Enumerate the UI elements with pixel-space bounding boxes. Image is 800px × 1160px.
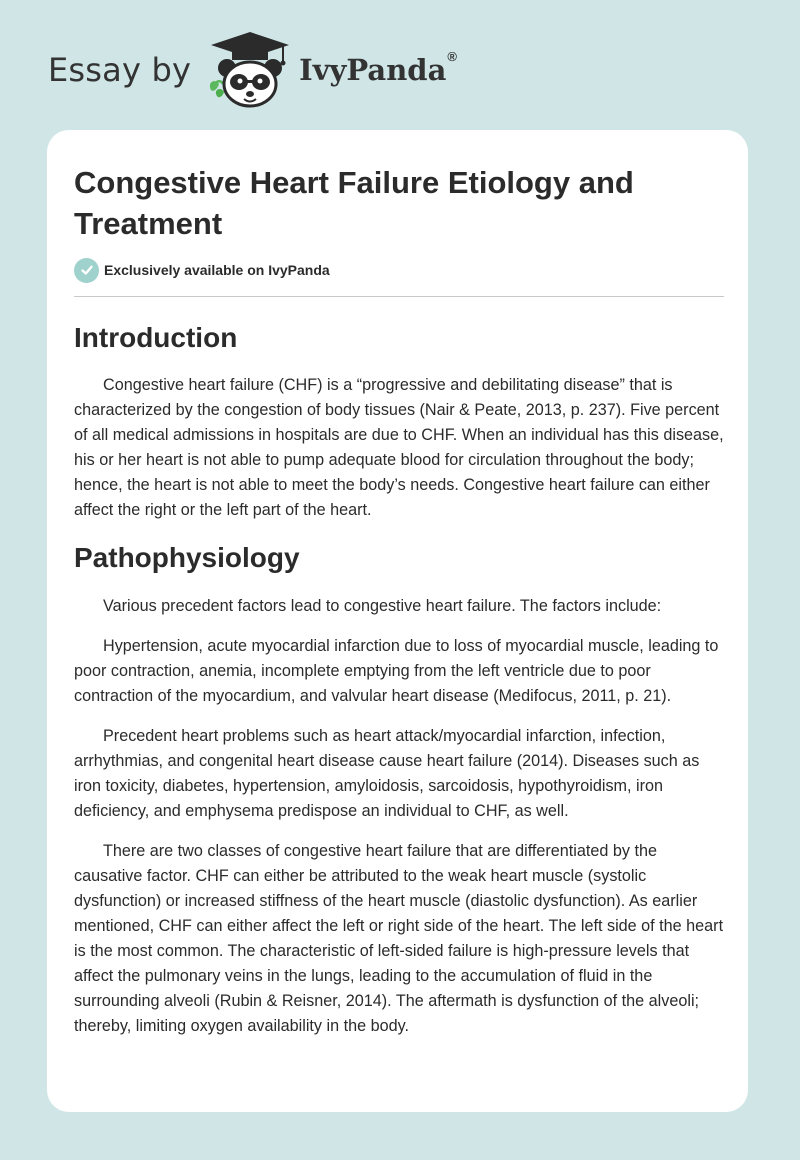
essay-by-label: Essay by bbox=[48, 51, 192, 89]
paragraph: Hypertension, acute myocardial infarction due to loss of myocardial muscle, leading to poor contraction, anemia, incomplete emptying from the left ventricle due to poor contraction of the myocardium, and valvular heart disease (Medifocus, 2011, p. 21). bbox=[74, 637, 719, 705]
section-heading-pathophysiology: Pathophysiology bbox=[74, 542, 300, 573]
brand-name bbox=[299, 49, 457, 87]
panda-graduate-logo-icon[interactable] bbox=[205, 30, 295, 110]
check-circle-icon bbox=[74, 258, 99, 283]
paragraph: Precedent heart problems such as heart attack/myocardial infarction, infection, arrhythmias, and congenital heart disease cause heart failure (2014). Diseases such as iron toxicity, diabetes, hypertension, amyloidosis, sarcoidosis, hypothyroidism, iron deficiency, and emphysema predispose an individual to CHF, as well. bbox=[74, 727, 700, 820]
essay-title: Congestive Heart Failure Etiology and Treatment bbox=[74, 165, 634, 241]
site-header bbox=[48, 30, 457, 110]
essay-card bbox=[47, 130, 748, 1112]
section-heading-introduction: Introduction bbox=[74, 322, 238, 353]
paragraph: There are two classes of congestive heart failure that are differentiated by the causative factor. CHF can either be attributed to the weak heart muscle (systolic dysfunction) or increased stiffness of the heart muscle (diastolic dysfunction). As earlier mentioned, CHF can either affect the left or right side of the heart. The left side of the heart is the most common. The characteristic of left-sided failure is high-pressure levels that affect the pulmonary veins in the lungs, leading to the accumulation of fluid in the surrounding alveoli (Rubin & Reisner, 2014). The aftermath is dysfunction of the alveoli; thereby, limiting oxygen availability in the body. bbox=[74, 842, 724, 1035]
divider bbox=[74, 296, 724, 297]
paragraph: Congestive heart failure (CHF) is a “progressive and debilitating disease” that is characterized by the congestion of body tissues (Nair & Peate, 2013, p. 237). Five percent of all medical admissions in hospitals are due to CHF. When an individual has this disease, his or her heart is not able to pump adequate blood for circulation throughout the body; hence, the heart is not able to meet the body’s needs. Congestive heart failure can either affect the right or the left part of the heart. bbox=[74, 376, 724, 519]
paragraph: Various precedent factors lead to congestive heart failure. The factors include: bbox=[103, 597, 662, 615]
brand-text: IvyPanda bbox=[299, 53, 447, 87]
registered-mark: ® bbox=[447, 49, 457, 64]
essay-content bbox=[74, 162, 724, 1039]
exclusive-badge bbox=[74, 256, 724, 284]
exclusive-label: Exclusively available on IvyPanda bbox=[104, 262, 330, 278]
